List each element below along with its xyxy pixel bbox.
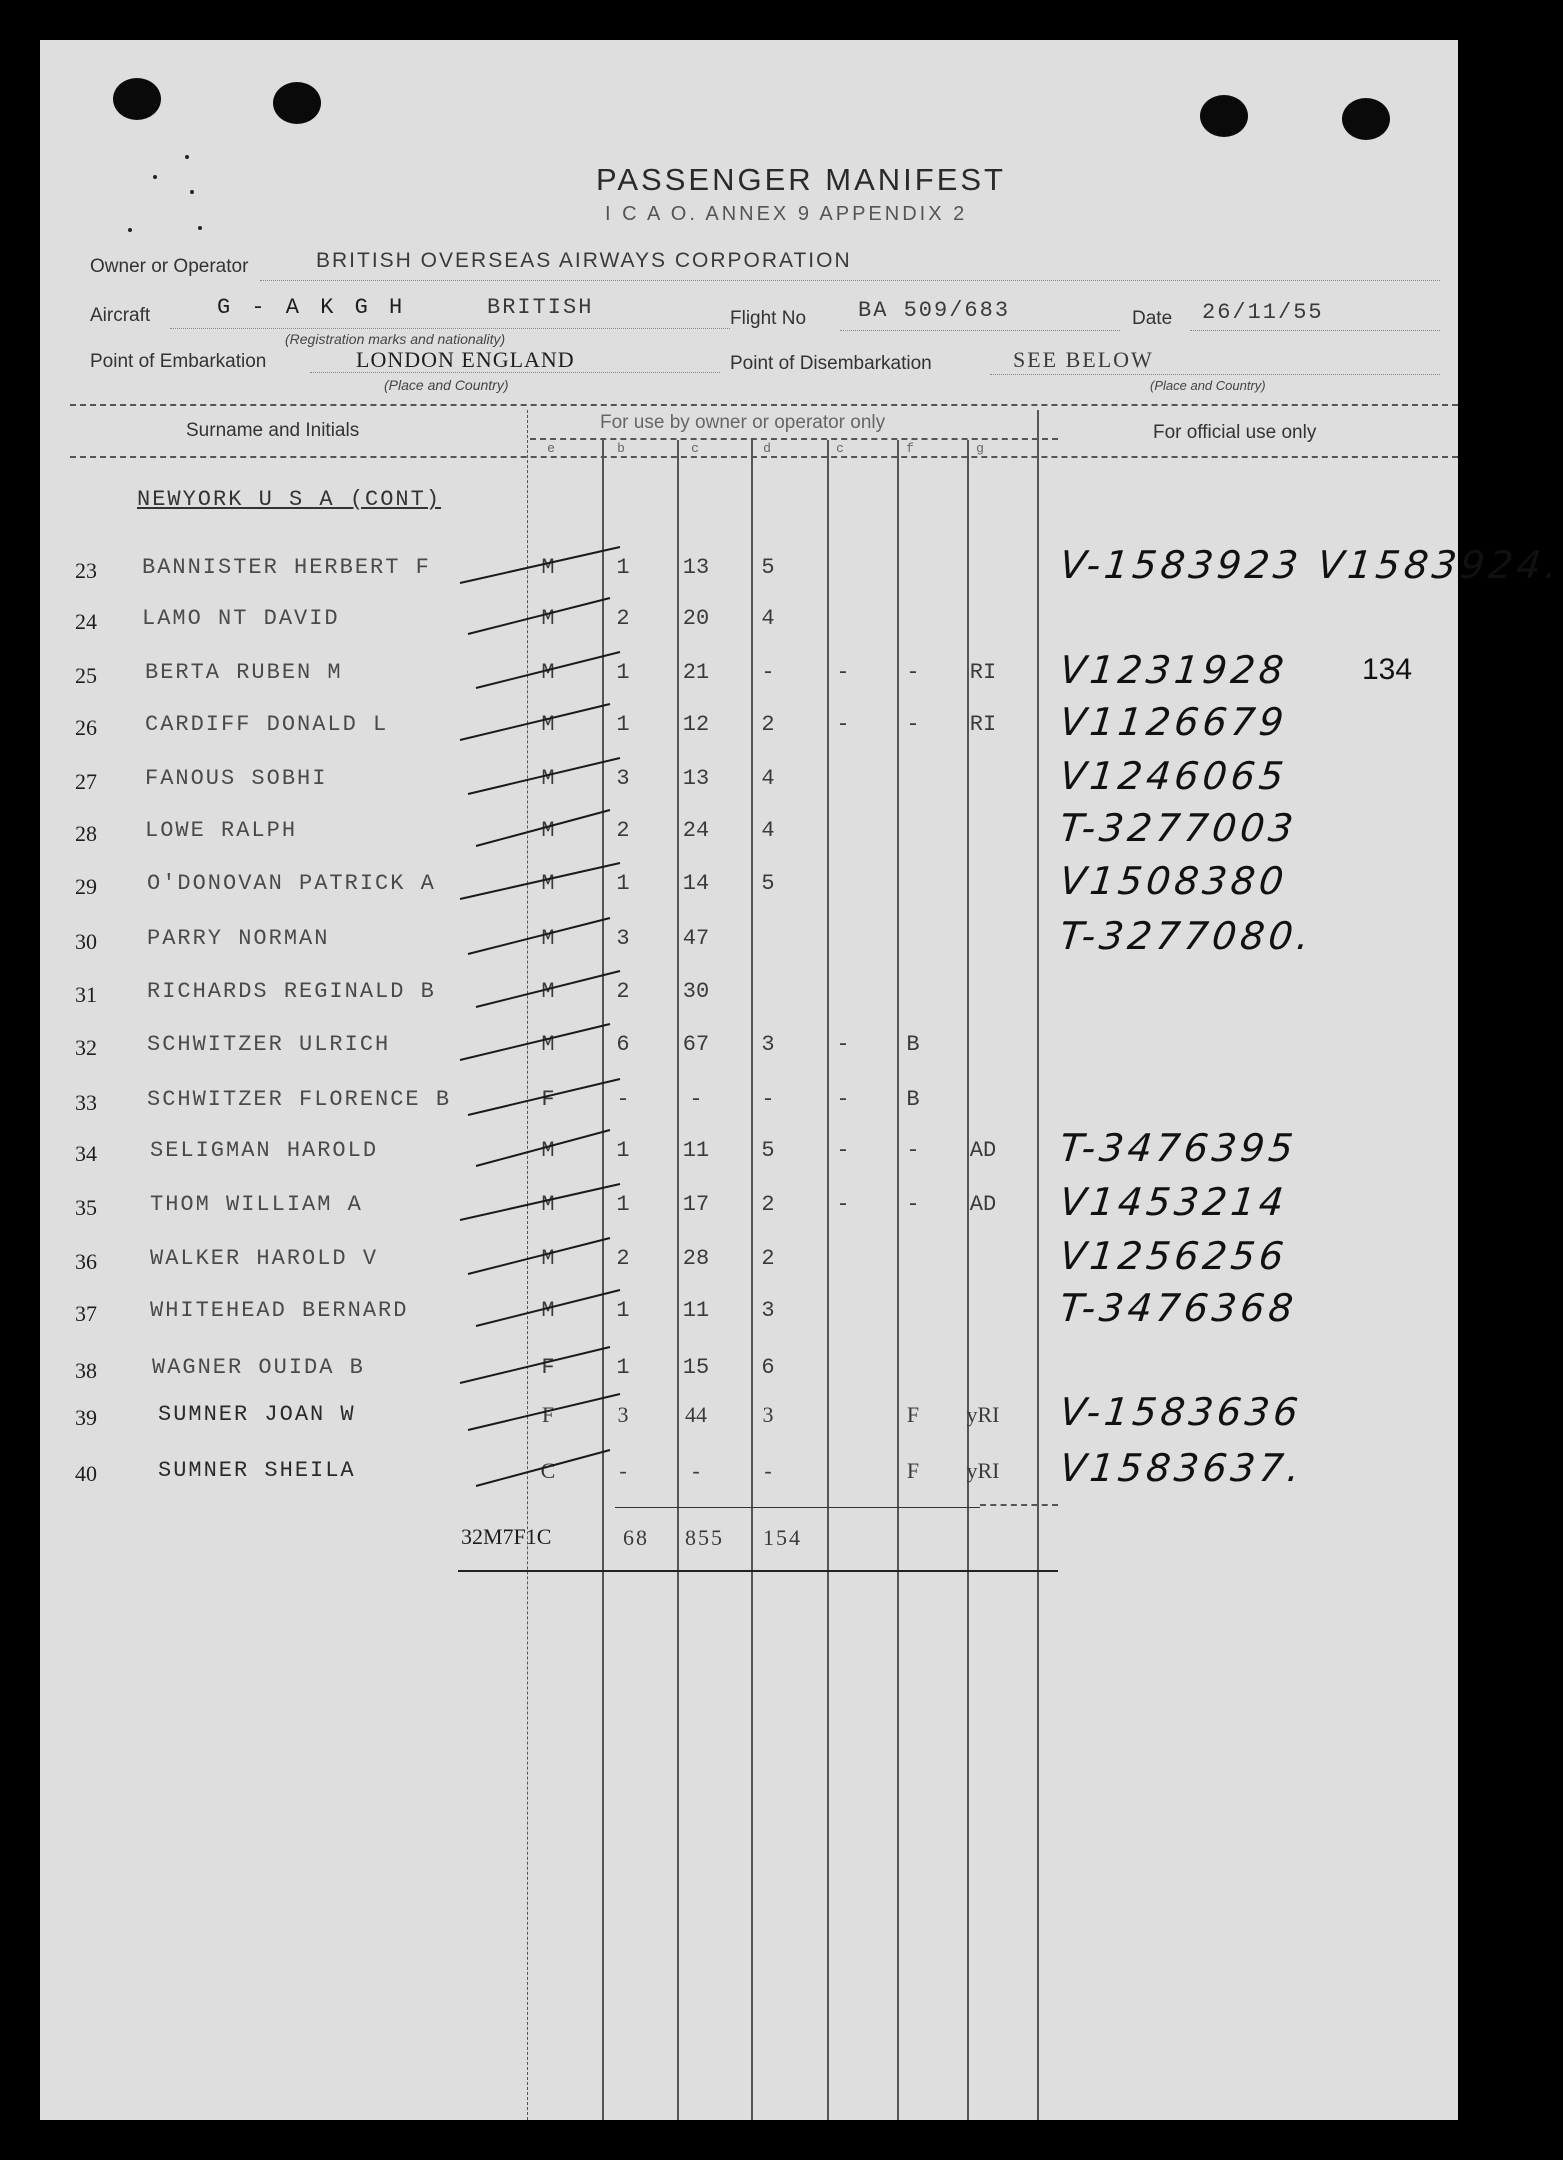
passenger-name: WAGNER OUIDA B [152,1355,365,1380]
cell-b: 6 [616,1032,630,1057]
date-label: Date [1132,308,1173,329]
cell-d: 2 [761,1192,775,1217]
cell-d: 4 [761,606,775,631]
passenger-name: SELIGMAN HAROLD [150,1138,379,1163]
cell-b: 1 [616,555,630,580]
cell-c2: - [836,1032,850,1057]
cell-d: 5 [761,555,775,580]
cell-d: 3 [762,1402,774,1427]
embarkation-value: LONDON ENGLAND [356,347,575,372]
cell-e: M [541,555,555,580]
cell-e: F [541,1087,555,1112]
cell-c: 47 [682,926,710,951]
row-number: 29 [75,874,97,899]
official-number: V1256256 [1057,1234,1290,1278]
row-number: 25 [75,663,97,688]
cell-f: - [906,660,920,685]
cell-e: M [541,1138,555,1163]
passenger-name: FANOUS SOBHI [145,766,328,791]
disembarkation-value: SEE BELOW [1013,347,1154,372]
cell-d: 2 [761,712,775,737]
official-use-header: For official use only [1153,422,1317,443]
cell-e: M [541,660,555,685]
passenger-name: SUMNER SHEILA [158,1458,356,1483]
cell-b: - [619,1458,627,1483]
official-number: V1246065 [1057,754,1290,798]
cell-c: 20 [682,606,710,631]
cell-c: 13 [682,555,710,580]
check-stroke [476,1290,620,1326]
check-stroke [460,1184,620,1220]
cell-d: 5 [761,1138,775,1163]
cell-e: M [541,818,555,843]
section-heading: NEWYORK U S A (CONT) [137,487,442,512]
passenger-name: RICHARDS REGINALD B [147,979,436,1004]
cell-c: 28 [682,1246,710,1271]
totals-e: 32M7F1C [461,1524,552,1549]
official-number: V1231928 [1057,648,1290,692]
cell-g: RI [969,660,997,685]
check-stroke [468,1238,610,1274]
row-number: 36 [75,1249,97,1274]
passenger-name: WHITEHEAD BERNARD [150,1298,409,1323]
cell-d: 4 [761,818,775,843]
row-number: 24 [75,609,97,634]
totals-b: 68 [623,1525,649,1550]
cell-g: yRI [966,1402,1000,1427]
cell-e: M [541,1246,555,1271]
cell-c: 11 [682,1138,710,1163]
official-number: T-3476368 [1057,1286,1300,1330]
official-number: T-3277003 [1057,806,1300,850]
page-number: 134 [1362,653,1413,686]
cell-d: 6 [761,1355,775,1380]
passenger-name: BANNISTER HERBERT F [142,555,431,580]
cell-c2: - [836,1087,850,1112]
official-number: V1126679 [1057,700,1290,744]
date-value: 26/11/55 [1202,300,1324,325]
row-number: 26 [75,715,97,740]
cell-e: M [541,926,555,951]
check-stroke [476,971,620,1007]
row-number: 30 [75,929,97,954]
cell-e: M [541,606,555,631]
check-stroke [468,598,610,634]
row-number: 39 [75,1405,97,1430]
cell-b: 1 [616,712,630,737]
cell-c: 11 [682,1298,710,1323]
check-stroke [460,1024,610,1060]
cell-c: 14 [682,871,710,896]
cell-f: F [906,1402,920,1427]
cell-d: 3 [761,1032,775,1057]
cell-g: AD [969,1192,997,1217]
check-stroke [468,1394,620,1430]
cell-b: 1 [616,1355,630,1380]
row-number: 34 [75,1141,97,1166]
totals-d: 154 [763,1525,802,1550]
cell-e: M [541,712,555,737]
cell-f: B [906,1087,920,1112]
cell-c2: - [836,1192,850,1217]
passenger-name: WALKER HAROLD V [150,1246,379,1271]
official-number: V1453214 [1057,1180,1290,1224]
cell-d: 2 [761,1246,775,1271]
cell-c: 15 [682,1355,710,1380]
cell-g: AD [969,1138,997,1163]
cell-e: C [540,1458,556,1483]
cell-b: 3 [617,1402,629,1427]
passenger-name: BERTA RUBEN M [145,660,343,685]
cell-c: - [692,1458,700,1483]
row-number: 23 [75,558,97,583]
cell-c: 67 [682,1032,710,1057]
cell-c: 21 [682,660,710,685]
check-stroke [476,1130,610,1166]
official-number: V1583637. [1057,1446,1306,1490]
cell-d: - [764,1458,772,1483]
totals-c: 855 [685,1525,724,1550]
cell-b: 2 [616,606,630,631]
passenger-name: THOM WILLIAM A [150,1192,363,1217]
owner-use-header: For use by owner or operator only [600,412,886,433]
cell-f: - [906,1138,920,1163]
aircraft-label: Aircraft [90,305,151,326]
cell-b: 3 [616,926,630,951]
row-number: 28 [75,821,97,846]
cell-e: M [541,1032,555,1057]
document-title: PASSENGER MANIFEST [596,162,1006,197]
cell-b: 1 [616,1192,630,1217]
check-stroke [476,652,620,688]
cell-b: 1 [616,1298,630,1323]
passenger-name: SUMNER JOAN W [158,1402,356,1427]
disembarkation-label: Point of Disembarkation [730,353,932,374]
row-number: 33 [75,1090,97,1115]
row-number: 40 [75,1461,97,1486]
document-subtitle: I C A O. ANNEX 9 APPENDIX 2 [605,203,968,225]
cell-d: - [761,1087,775,1112]
cell-b: 1 [616,1138,630,1163]
cell-g: yRI [966,1458,1000,1483]
cell-g: RI [969,712,997,737]
cell-b: 1 [616,871,630,896]
check-stroke [476,810,610,846]
cell-b: 2 [616,818,630,843]
cell-d: 5 [761,871,775,896]
passenger-name: SCHWITZER FLORENCE B [147,1087,452,1112]
row-number: 32 [75,1035,97,1060]
cell-f: F [906,1458,920,1483]
passenger-name: SCHWITZER ULRICH [147,1032,391,1057]
passenger-name: LAMO NT DAVID [142,606,340,631]
flight-no-label: Flight No [730,308,807,329]
cell-c: - [689,1087,703,1112]
official-number: V-1583636 [1057,1390,1304,1434]
disembark-place-note: (Place and Country) [1150,378,1266,393]
cell-e: M [541,1298,555,1323]
flight-no-value: BA 509/683 [858,298,1011,323]
row-number: 31 [75,982,97,1007]
cell-c: 13 [682,766,710,791]
aircraft-registration: G - A K G H [217,295,407,320]
check-stroke [468,1079,620,1115]
cell-c: 12 [682,712,710,737]
row-number: 35 [75,1195,97,1220]
cell-c: 24 [682,818,710,843]
cell-c2: - [836,1138,850,1163]
embark-place-note: (Place and Country) [384,377,509,393]
cell-e: F [541,1402,555,1427]
cell-f: - [906,1192,920,1217]
embarkation-label: Point of Embarkation [90,351,267,372]
manifest-page: PASSENGER MANIFEST I C A O. ANNEX 9 APPENDIX 2 Owner or Operator BRITISH OVERSEAS AIRWAYS CORPORATION Aircraft G - A K G H BRITISH (Registration marks and nationality) Flight No BA 509/683 Date 26/11/55 Point of Embarkation LONDON ENGLAND (Place and Country) Point of Disembarkation SEE BELOW (Place and Country) Surname and Initials For use by owner or operator only For official use only e b c d c f g NEWYORK U S A (CONT) 134 23 BANNISTER HERBERT F M 1 13 5 V-1583923 V1583924. 24 LAMO NT DAVID M 2 20 4 25 BERTA RUBEN M M 1 21 - - - RI V1231928 26 CARDIFF DONALD L M 1 12 2 - - RI V1126679 27 FANOUS SOBHI M 3 13 4 V1246065 28 LOWE RALPH M 2 24 4 T-3277003 29 O'DONOVAN PATRICK A M 1 14 5 V1508380 30 PARRY NORMAN M 3 47 T-3277080. 31 RICHARDS REGINALD B M 2 30 32 SCHWITZER ULRICH M 6 67 3 - B 33 SCHWITZER FLORENCE B F - - - - B 34 SELIGMAN HAROLD M 1 11 5 - - AD T-3476395 35 THOM WILLIAM A M 1 17 2 - - AD V1453214 36 WALKER HAROLD V M 2 28 2 V1256256 37 WHITEHEAD BERNARD M 1 11 3 T-3476368 38 WAGNER OUIDA B F 1 15 6 39 SUMNER JOAN W F 3 44 3 F yRI V-1583636 40 SUMNER SHEILA C - - - F yRI V1583637. 32M7F1C 68 855 154 [40,40,1458,2120]
cell-d: 3 [761,1298,775,1323]
owner-value: BRITISH OVERSEAS AIRWAYS CORPORATION [316,249,852,272]
cell-b: 3 [616,766,630,791]
cell-d: - [761,660,775,685]
check-stroke [460,547,620,583]
official-number: V-1583923 V1583924. [1057,543,1563,587]
official-number: V1508380 [1057,859,1290,903]
cell-e: F [541,1355,555,1380]
surname-header: Surname and Initials [186,420,360,441]
cell-b: 2 [616,979,630,1004]
row-number: 38 [75,1358,97,1383]
passenger-name: O'DONOVAN PATRICK A [147,871,436,896]
cell-e: M [541,871,555,896]
official-number: T-3476395 [1057,1126,1300,1170]
tick-marks [40,40,1458,2120]
aircraft-nationality: BRITISH [487,295,594,320]
cell-e: M [541,766,555,791]
cell-c2: - [836,660,850,685]
official-number: T-3277080. [1057,914,1316,958]
cell-c: 30 [682,979,710,1004]
cell-f: - [906,712,920,737]
passenger-name: LOWE RALPH [145,818,298,843]
cell-d: 4 [761,766,775,791]
cell-b: - [616,1087,630,1112]
row-number: 27 [75,769,97,794]
registration-note: (Registration marks and nationality) [285,331,506,347]
check-stroke [476,1450,610,1486]
cell-c2: - [836,712,850,737]
owner-label: Owner or Operator [90,256,249,277]
passenger-name: CARDIFF DONALD L [145,712,389,737]
cell-c: 44 [685,1402,707,1427]
cell-e: M [541,979,555,1004]
cell-b: 1 [616,660,630,685]
cell-e: M [541,1192,555,1217]
check-stroke [460,704,610,740]
passenger-name: PARRY NORMAN [147,926,330,951]
cell-c: 17 [682,1192,710,1217]
cell-b: 2 [616,1246,630,1271]
check-stroke [460,1347,610,1383]
check-stroke [460,863,620,899]
check-stroke [468,758,620,794]
cell-f: B [906,1032,920,1057]
row-number: 37 [75,1301,97,1326]
check-stroke [468,918,610,954]
